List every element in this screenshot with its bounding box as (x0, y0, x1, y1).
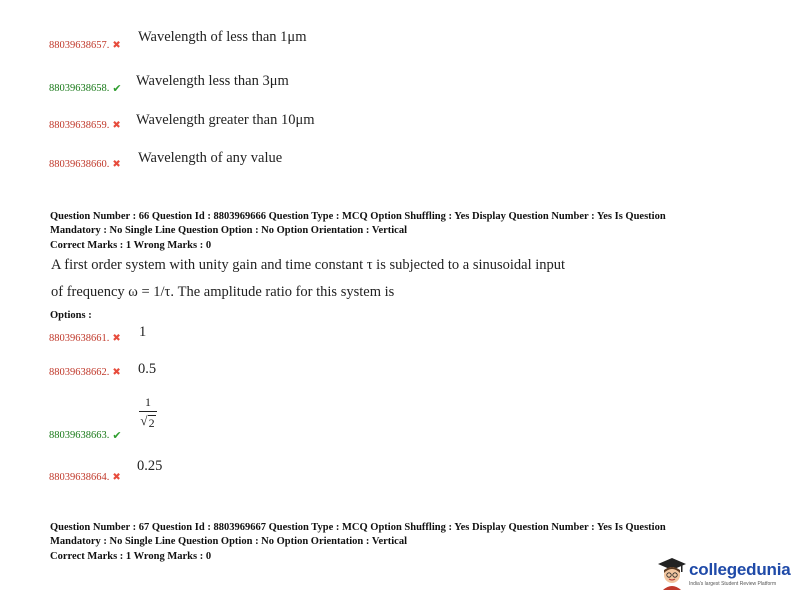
fraction-one-over-root-two (139, 395, 157, 431)
option-text: Wavelength of any value (138, 150, 283, 166)
option-row (49, 333, 121, 344)
option-id: 88039638659. (49, 120, 110, 131)
option-id: 88039638657. (49, 40, 110, 51)
option-row (49, 429, 122, 442)
logo-tagline: India's largest Student Review Platform (689, 580, 777, 587)
check-icon: ✔ (112, 82, 122, 95)
option-row (49, 367, 121, 378)
option-text: Wavelength greater than 10μm (136, 112, 315, 128)
option-row (49, 472, 121, 483)
question-67-meta (50, 521, 666, 564)
mascot-icon (657, 556, 687, 590)
option-text: 1 (139, 324, 147, 340)
question-66-meta (50, 210, 666, 253)
question-text-line: of frequency ω = 1/τ. The amplitude ratio for this system is (51, 284, 395, 300)
fraction-numerator: 1 (145, 395, 151, 409)
meta-line: Mandatory : No Single Line Question Option : No Option Orientation : Vertical (50, 535, 408, 547)
option-text: 0.25 (137, 458, 163, 474)
option-id: 88039638663. (49, 430, 110, 441)
cross-icon: ✖ (112, 472, 121, 483)
fraction-bar (139, 411, 157, 412)
marks-line: Correct Marks : 1 Wrong Marks : 0 (50, 240, 212, 251)
radicand: 2 (148, 416, 155, 430)
option-id: 88039638664. (49, 472, 110, 483)
option-id: 88039638660. (49, 159, 110, 170)
options-label: Options : (50, 310, 92, 321)
check-icon: ✔ (112, 429, 122, 442)
option-text: Wavelength of less than 1μm (138, 29, 307, 45)
option-id: 88039638658. (49, 83, 110, 94)
cross-icon: ✖ (112, 120, 121, 131)
option-id: 88039638661. (49, 333, 110, 344)
collegedunia-logo (657, 556, 791, 590)
logo-brand: collegedunia (689, 559, 791, 579)
option-row (49, 159, 121, 170)
cross-icon: ✖ (112, 159, 121, 170)
meta-line: Mandatory : No Single Line Question Option : No Option Orientation : Vertical (50, 224, 408, 236)
option-row (49, 120, 121, 131)
square-root-icon: √ (140, 413, 148, 428)
cross-icon: ✖ (112, 333, 121, 344)
logo-text (689, 560, 791, 587)
cross-icon: ✖ (112, 367, 121, 378)
cross-icon: ✖ (112, 40, 121, 51)
option-id: 88039638662. (49, 367, 110, 378)
meta-line: Question Number : 67 Question Id : 8803969667 Question Type : MCQ Option Shuffling : Yes Display Question Number : Yes Is Question (50, 522, 666, 533)
marks-line: Correct Marks : 1 Wrong Marks : 0 (50, 551, 212, 562)
option-row (49, 82, 122, 95)
option-row (49, 40, 121, 51)
option-text: 0.5 (138, 361, 157, 377)
question-text-line: A first order system with unity gain and time constant τ is subjected to a sinusoidal input (51, 257, 566, 273)
fraction-denominator (140, 413, 155, 431)
meta-line: Question Number : 66 Question Id : 8803969666 Question Type : MCQ Option Shuffling : Yes Display Question Number : Yes Is Question (50, 211, 666, 222)
option-text: Wavelength less than 3μm (136, 73, 289, 89)
